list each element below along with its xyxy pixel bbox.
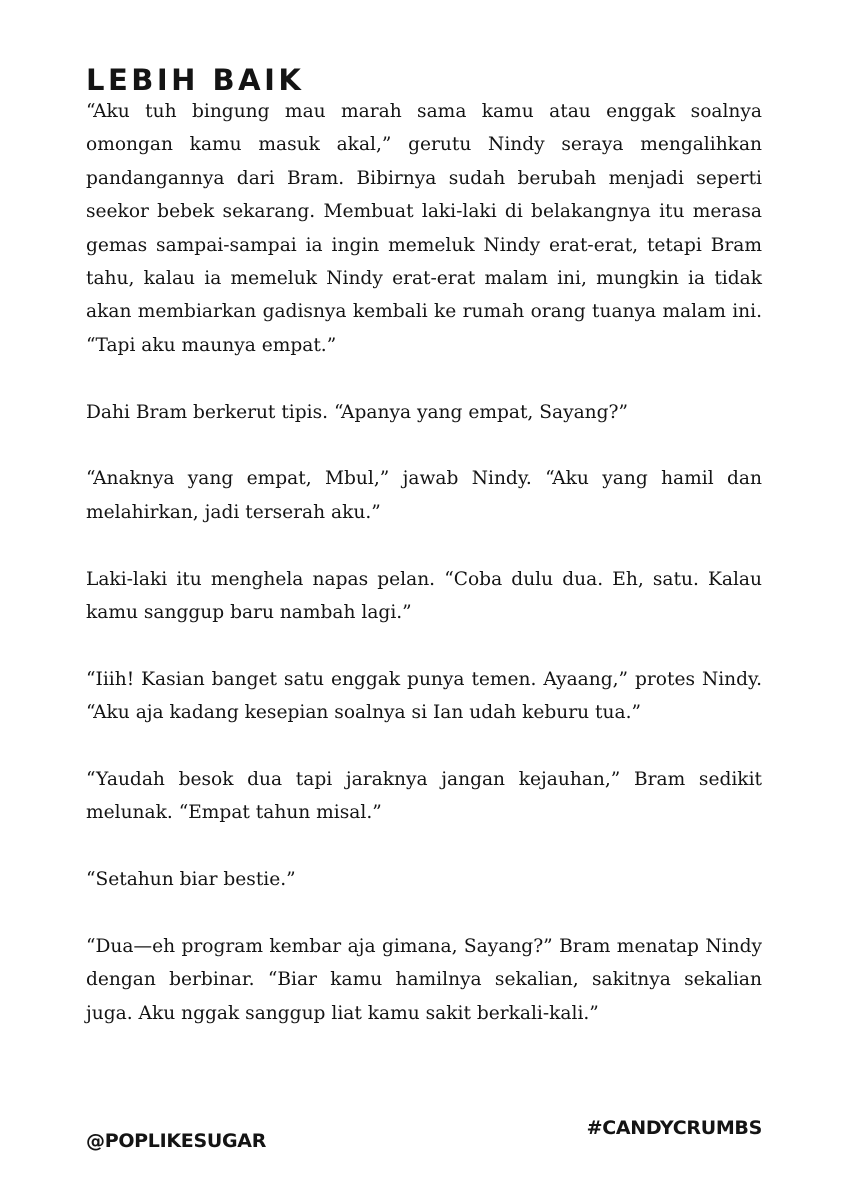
story-paragraph: “Setahun biar bestie.” <box>86 869 296 891</box>
story-paragraph: “Aku tuh bingung mau marah sama kamu atau enggak soalnya omongan kamu masuk akal,” gerutu Nindy seraya mengalihkan pandangannya dari Bram. Bibirnya sudah berubah menjadi seperti seekor bebek sekarang. Membuat laki-laki di belakangnya itu merasa gemas sampai-sampai ia ingin memeluk Nindy erat-erat, tetapi Bram tahu, kalau ia memeluk Nindy erat-erat malam ini, mungkin ia tidak akan membiarkan gadisnya kembali ke rumah orang tuanya malam ini. “Tapi aku maunya empat.” <box>86 101 762 356</box>
story-paragraph: “Iiih! Kasian banget satu enggak punya temen. Ayaang,” protes Nindy. “Aku aja kadang kesepian soalnya si Ian udah keburu tua.” <box>86 668 762 724</box>
story-paragraph: Dahi Bram berkerut tipis. “Apanya yang empat, Sayang?” <box>86 401 629 423</box>
page-title: LEBIH BAIK <box>86 63 305 97</box>
story-paragraph: “Anaknya yang empat, Mbul,” jawab Nindy. “Aku yang hamil dan melahirkan, jadi terserah aku.” <box>86 468 762 523</box>
author-handle: @POPLIKESUGAR <box>86 1130 267 1152</box>
story-paragraph: “Yaudah besok dua tapi jaraknya jangan kejauhan,” Bram sedikit melunak. “Empat tahun misal.” <box>86 769 762 824</box>
story-paragraph: Laki-laki itu menghela napas pelan. “Coba dulu dua. Eh, satu. Kalau kamu sanggup baru nambah lagi.” <box>86 568 762 624</box>
story-hashtag: #CANDYCRUMBS <box>586 1117 762 1139</box>
story-body <box>86 95 762 1030</box>
story-paragraph: “Dua—eh program kembar aja gimana, Sayang?” Bram menatap Nindy dengan berbinar. “Biar kamu hamilnya sekalian, sakitnya sekalian juga. Aku nggak sanggup liat kamu sakit berkali-kali.” <box>86 936 762 1024</box>
